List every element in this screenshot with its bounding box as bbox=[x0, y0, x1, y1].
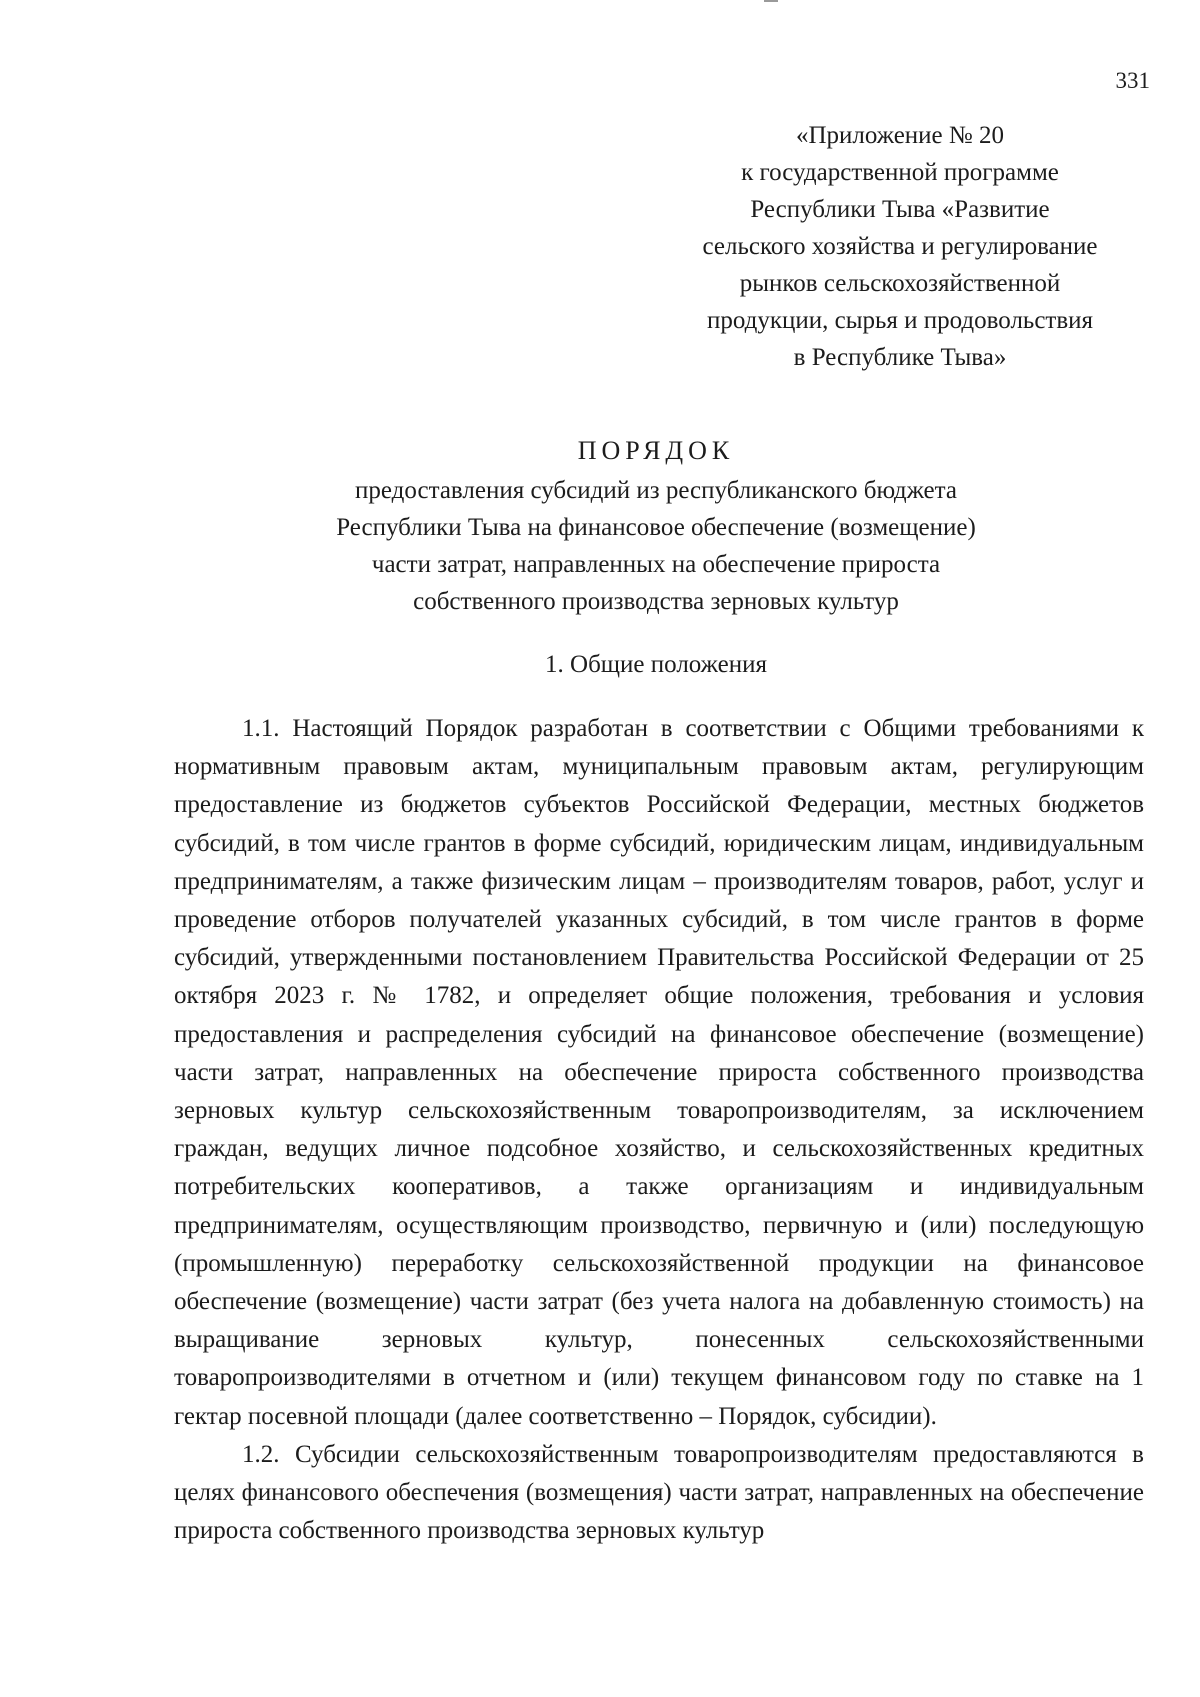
appendix-line: «Приложение № 20 bbox=[795, 122, 1005, 149]
page-number: 331 bbox=[1115, 68, 1150, 93]
appendix-line: Республики Тыва «Развитие bbox=[750, 196, 1050, 223]
appendix-line: сельского хозяйства и регулирование bbox=[702, 233, 1098, 260]
subtitle-line: части затрат, направленных на обеспечение прироста bbox=[371, 551, 941, 578]
section-heading: 1. Общие положения bbox=[545, 651, 767, 678]
scan-mark bbox=[764, 0, 778, 2]
subtitle-line: собственного производства зерновых культур bbox=[413, 588, 899, 615]
paragraph-1-2: 1.2. Субсидии сельскохозяйственным товаропроизводителям предоставляются в целях финансового обеспечения (возмещения) части затрат, направленных на обеспечение прироста собственного производства зерновых культур bbox=[174, 1440, 1144, 1545]
document-subtitle bbox=[180, 472, 1132, 620]
subtitle-line: предоставления субсидий из республиканского бюджета bbox=[355, 477, 957, 504]
appendix-block bbox=[660, 117, 1140, 376]
paragraph-1-1: 1.1. Настоящий Порядок разработан в соответствии с Общими требованиями к нормативным правовым актам, муниципальным правовым актам, регулирующим предоставление из бюджетов субъектов Российской Федерации, местных бюджетов субсидий, в том числе грантов в форме субсидий, юридическим лицам, индивидуальным предпринимателям, а также физическим лицам – производителям товаров, работ, услуг и проведение отборов получателей указанных субсидий, в том числе грантов в форме субсидий, утвержденными постановлением Правительства Российской Федерации от 25 октября 2023 г. № 1782, и определяет общие положения, требования и условия предоставления и распределения субсидий на финансовое обеспечение (возмещение) части затрат, направленных на обеспечение прироста собственного производства зерновых культур сельскохозяйственным товаропроизводителям, за исключением граждан, ведущих личное подсобное хозяйство, и сельскохозяйственных кредитных потребительских кооперативов, а также организациям и индивидуальным предпринимателям, осуществляющим производство, первичную и (или) последующую (промышленную) переработку сельскохозяйственной продукции на финансовое обеспечение (возмещение) части затрат (без учета налога на добавленную стоимость) на выращивание зерновых культур, понесенных сельскохозяйственными товаропроизводителями в отчетном и (или) текущем финансовом году по ставке на 1 гектар посевной площади (далее соответственно – Порядок, субсидии). bbox=[174, 715, 1144, 1430]
appendix-line: к государственной программе bbox=[741, 159, 1059, 186]
appendix-line: рынков сельскохозяйственной bbox=[739, 270, 1061, 297]
body-text bbox=[174, 710, 1144, 1550]
document-title: ПОРЯДОК bbox=[577, 436, 735, 465]
appendix-line: в Республике Тыва» bbox=[793, 344, 1007, 371]
subtitle-line: Республики Тыва на финансовое обеспечение (возмещение) bbox=[336, 514, 976, 541]
appendix-line: продукции, сырья и продовольствия bbox=[706, 307, 1094, 334]
